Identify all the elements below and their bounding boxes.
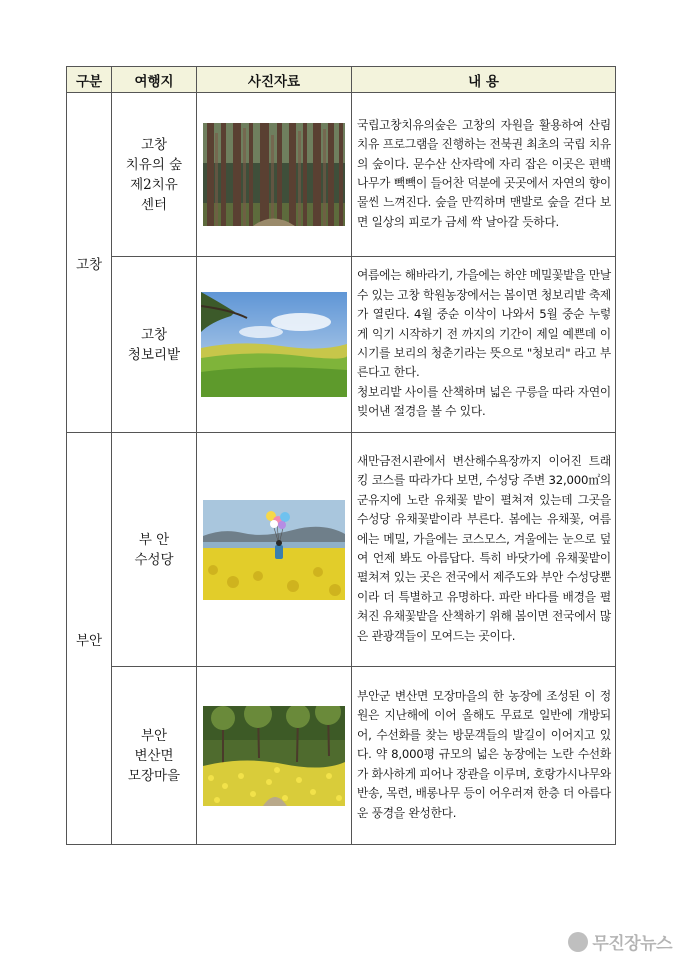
region-gochang: 고창 [67,93,112,433]
header-destination: 여행지 [112,67,197,93]
destination-description: 새만금전시관에서 변산해수욕장까지 이어진 트래킹 코스를 따라가다 보면, 수성당 주변 32,000㎡의 군유지에 노란 유채꽃 밭이 펼쳐져 있는데 그곳을 수성당 유채꽃밭이라 부른다. 봄에는 유채꽃, 여름에는 메밀, 가을에는 코스모스, 겨울에는 눈으로 덮여 언제 봐도 아름답다. 특히 바닷가에 유채꽃밭이 펼쳐져 있는 곳은 전국에서 제주도와 부안 수성당뿐이라 더 특별하고 유명하다. 파란 바다를 배경을 펼쳐진 유채꽃밭을 산책하기 위해 봄이면 전국에서 많은 관광객들이 모여드는 곳이다. [352,433,616,667]
table-row [67,257,616,433]
header-category: 구분 [67,67,112,93]
header-photo: 사진자료 [197,67,352,93]
daffodil-garden-photo [203,706,345,806]
cypress-forest-photo [203,123,345,226]
destination-description: 국립고창치유의숲은 고창의 자원을 활용하여 산림치유 프로그램을 진행하는 전북권 최초의 국립 치유의 숲이다. 문수산 산자락에 자리 잡은 이곳은 편백나무가 빽빽이 들어찬 덕분에 곳곳에서 자연의 향이 물씬 느껴진다. 숲을 만끽하며 맨발로 숲을 걷다 보면 일상의 피로가 금세 싹 날아갈 듯하다. [352,93,616,257]
destination-description: 부안군 변산면 모장마을의 한 농장에 조성된 이 정원은 지난해에 이어 올해도 무료로 일반에 개방되어, 수선화를 찾는 방문객들의 발길이 이어지고 있다. 약 8,000평 규모의 넓은 농장에는 노란 수선화가 화사하게 피어나 장관을 이루며, 호랑가시나무와 반송, 목련, 배롱나무 등이 어우러져 한층 더 아름다운 풍경을 완성한다. [352,667,616,845]
region-buan: 부안 [67,433,112,845]
table-header-row [67,67,616,93]
destination-name: 부안 변산면 모장마을 [112,667,197,845]
news-logo-icon [568,932,588,952]
header-content: 내 용 [352,67,616,93]
destination-name: 고창 치유의 숲 제2치유 센터 [112,93,197,257]
table-row [67,433,616,667]
barley-field-photo [201,292,347,397]
table-row [67,93,616,257]
watermark-text: 무진장뉴스 [592,934,672,954]
destination-name: 부 안 수성당 [112,433,197,667]
travel-destinations-table [66,66,616,845]
destination-description: 여름에는 해바라기, 가을에는 하얀 메밀꽃밭을 만날 수 있는 고창 학원농장에서는 봄이면 청보리밭 축제가 열린다. 4월 중순 이삭이 나와서 5월 중순 누렇게 익기 시작하기 전 까지의 기간이 제일 예쁜데 이 시기를 보리의 청춘기라는 뜻으로 "청보리" 라고 부른다고 한다. 청보리밭 사이를 산책하며 넓은 구릉을 따라 자연이 빚어낸 절경을 볼 수 있다. [352,257,616,433]
news-watermark [568,929,672,954]
destination-name: 고창 청보리밭 [112,257,197,433]
table-row [67,667,616,845]
rapeseed-field-balloons-photo [203,500,345,600]
